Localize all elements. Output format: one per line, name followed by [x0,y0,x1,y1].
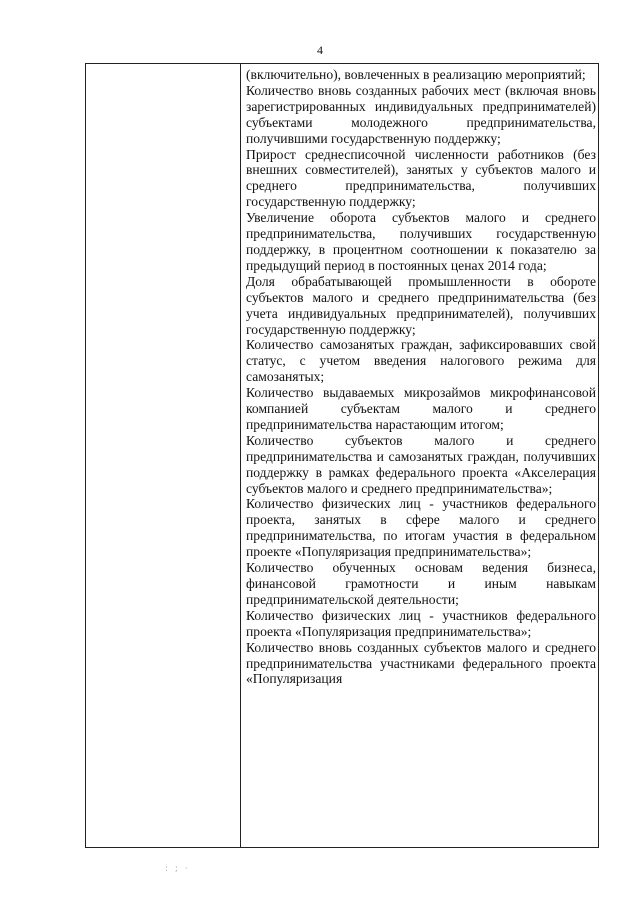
page-number: 4 [317,43,323,57]
scan-artifact: : ; · [165,864,190,874]
indicator-paragraph: Количество обученных основам ведения бизнеса, финансовой грамотности и иным навыкам предпринимательской деятельности; [246,560,596,607]
indicator-paragraph: Количество выдаваемых микрозаймов микрофинансовой компанией субъектам малого и среднего предпринимательства нарастающим итогом; [246,385,596,432]
column-divider [240,64,241,847]
indicator-paragraph: Количество вновь созданных субъектов малого и среднего предпринимательства участниками федерального проекта «Популяризация [246,639,596,687]
indicator-paragraph: Доля обрабатывающей промышленности в обороте субъектов малого и среднего предпринимательства (без учета индивидуальных предпринимателей), получивших государственную поддержку; [246,273,596,337]
indicator-paragraph: Количество вновь созданных рабочих мест (включая вновь зарегистрированных индивидуальных предпринимателей) субъектами молодежного предпринимательства, получившими государственную поддержку; [246,82,596,146]
document-table [85,63,599,848]
indicator-paragraph: Количество физических лиц - участников федерального проекта, занятых в сфере малого и среднего предпринимательства, по итогам участия в федеральном проекте «Популяризация предпринимательства»; [246,496,596,560]
indicator-paragraph: Количество физических лиц - участников федерального проекта «Популяризация предпринимательства»; [246,607,596,639]
indicator-paragraph: Прирост среднесписочной численности работников (без внешних совместителей), занятых у субъектов малого и среднего предпринимательства, получивших государственную поддержку; [246,146,596,210]
indicator-paragraph: Количество самозанятых граждан, зафиксировавших свой статус, с учетом введения налогового режима для самозанятых; [246,337,596,385]
indicator-paragraph: Количество субъектов малого и среднего предпринимательства и самозанятых граждан, получивших поддержку в рамках федерального проекта «Акселерация субъектов малого и среднего предпринимательства»; [246,432,596,496]
indicator-paragraph: (включительно), вовлеченных в реализацию мероприятий; [246,67,586,82]
indicators-column [246,67,596,687]
indicator-paragraph: Увеличение оборота субъектов малого и среднего предпринимательства, получивших государственную поддержку, в процентном соотношении к показателю за предыдущий период в постоянных ценах 2014 года; [246,210,596,273]
